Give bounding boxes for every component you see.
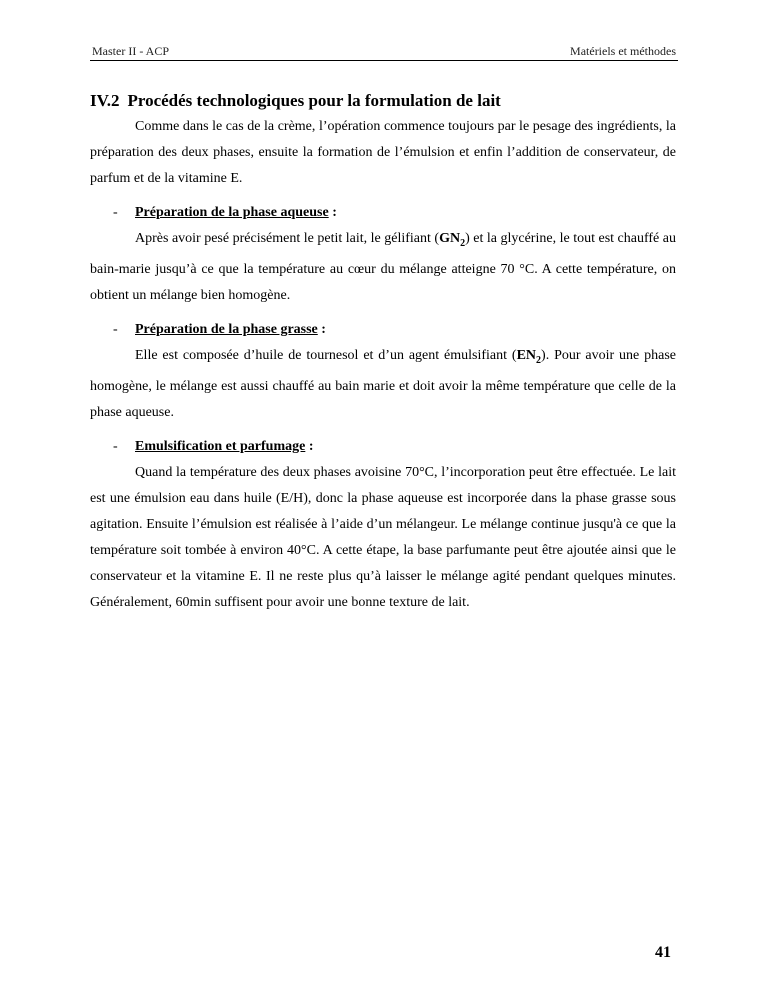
bullet-dash: - bbox=[113, 438, 118, 454]
intro-paragraph: Comme dans le cas de la crème, l’opération commence toujours par le pesage des ingrédients, la préparation des deux phases, ensuite la formation de l’émulsion et enfin l’addition de conservateur, de parfum et de la vitamine E. bbox=[90, 119, 676, 186]
code-subscript: 2 bbox=[536, 354, 542, 366]
paragraph-emulsification: Quand la température des deux phases avoisine 70°C, l’incorporation peut être effectuée. Le lait est une émulsion eau dans huile (E/H), donc la phase aqueuse est incorporée dans la phase grasse sous agitation. Ensuite l’émulsion est réalisée à l’aide d’un mélangeur. Le mélange continue jusqu'à ce que la température soit tombée à environ 40°C. A cette étape, la base parfumante peut être ajoutée ainsi que le conservateur et la vitamine E. Il ne reste plus qu’à laisser le mélange agité pendant quelques minutes. Généralement, 60min suffisent pour avoir une bonne texture de lait. bbox=[90, 464, 676, 610]
header-right-title: Matériels et méthodes bbox=[570, 44, 676, 58]
code-subscript: 2 bbox=[460, 237, 466, 249]
section-heading bbox=[90, 88, 676, 114]
paragraph-fat-phase bbox=[90, 343, 676, 426]
subsection-heading-fat bbox=[90, 317, 676, 343]
bullet-dash: - bbox=[113, 321, 118, 337]
header-left-title: Master II - ACP bbox=[92, 44, 169, 58]
subsection-heading-emulsification bbox=[90, 434, 676, 460]
paragraph-text: ). Pour avoir une phase homogène, le mélange est aussi chauffé au bain marie et doit avoir la même température que celle de la phase aqueuse. bbox=[90, 347, 677, 420]
subsection-title: Emulsification et parfumage bbox=[135, 438, 306, 454]
subsection-colon: : bbox=[328, 205, 337, 220]
subsection-heading-aqueous bbox=[90, 200, 676, 226]
page-number: 41 bbox=[655, 944, 671, 961]
section-number: IV.2 bbox=[90, 91, 120, 110]
subsection-colon: : bbox=[305, 438, 314, 454]
subsection-title: Préparation de la phase aqueuse bbox=[135, 205, 329, 220]
subsection-title: Préparation de la phase grasse bbox=[135, 321, 318, 337]
paragraph-aqueous-phase bbox=[90, 226, 676, 309]
page-header bbox=[90, 42, 678, 61]
code-term: GN bbox=[439, 231, 461, 246]
bullet-dash: - bbox=[113, 205, 118, 220]
paragraph-text: Après avoir pesé précisément le petit lait, le gélifiant ( bbox=[135, 231, 440, 246]
code-term: EN bbox=[516, 347, 537, 363]
section-title: Procédés technologiques pour la formulation de lait bbox=[127, 91, 501, 110]
main-content bbox=[90, 88, 676, 616]
paragraph-text: Elle est composée d’huile de tournesol et d’un agent émulsifiant ( bbox=[135, 347, 517, 363]
paragraph-text: ) et la glycérine, le tout est chauffé au bain-marie jusqu’à ce que la température au cœur du mélange atteigne 70 °C. A cette température, on obtient un mélange bien homogène. bbox=[90, 231, 676, 303]
subsection-colon: : bbox=[317, 321, 326, 337]
